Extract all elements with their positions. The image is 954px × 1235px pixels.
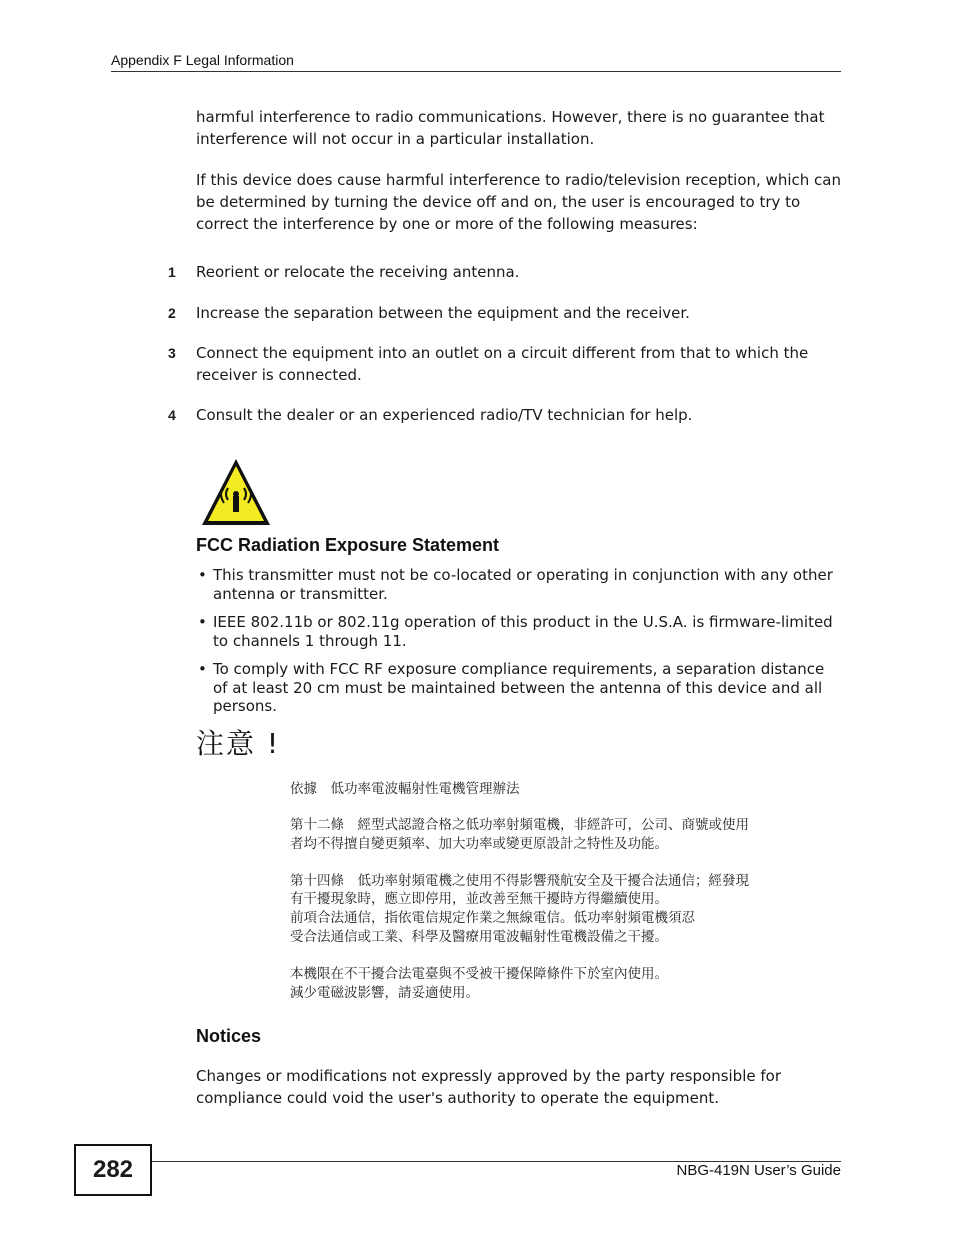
taiwan-line-1: 依據 低功率電波輻射性電機管理辦法 — [290, 781, 520, 797]
taiwan-notice-title: 注意 ! — [196, 727, 281, 760]
bullet-marker: • — [198, 613, 207, 631]
fcc-bullet-1: This transmitter must not be co-located or operating in conjunction with any other antenna or transmitter. — [213, 566, 833, 603]
taiwan-line-8: 本機限在不干擾合法電臺與不受被干擾保障條件下於室內使用。 — [290, 966, 668, 982]
step-text-4: Consult the dealer or an experienced radio/TV technician for help. — [196, 406, 693, 424]
taiwan-line-3: 者均不得擅自變更頻率、加大功率或變更原設計之特性及功能。 — [290, 836, 668, 852]
intro-paragraph-2: If this device does cause harmful interference to radio/television reception, which can be determined by turning the device off and on, the user is encouraged to try to correct the interference by one or more of the following measures: — [196, 171, 841, 233]
step-text-3: Connect the equipment into an outlet on a circuit different from that to which the receiver is connected. — [196, 344, 809, 384]
step-number-2: 2 — [168, 305, 176, 321]
step-number-3: 3 — [168, 345, 176, 361]
running-header: Appendix F Legal Information — [111, 52, 294, 68]
bullet-marker: • — [198, 660, 207, 678]
fcc-bullet-2: IEEE 802.11b or 802.11g operation of this product in the U.S.A. is firmware-limited to channels 1 through 11. — [213, 613, 833, 650]
taiwan-line-6: 前項合法通信，指依電信規定作業之無線電信。低功率射頻電機須忍 — [290, 910, 695, 926]
guide-title: NBG-419N User’s Guide — [676, 1162, 841, 1179]
step-number-4: 4 — [168, 407, 176, 423]
taiwan-line-7: 受合法通信或工業、科學及醫療用電波輻射性電機設備之干擾。 — [290, 929, 668, 945]
step-text-1: Reorient or relocate the receiving antenna. — [196, 263, 520, 281]
bullet-marker: • — [198, 566, 207, 584]
taiwan-line-9: 減少電磁波影響，請妥適使用。 — [290, 985, 479, 1001]
step-text-2: Increase the separation between the equipment and the receiver. — [196, 304, 690, 322]
intro-paragraph-1: harmful interference to radio communications. However, there is no guarantee that interference will not occur in a particular installation. — [196, 108, 825, 148]
fcc-heading: FCC Radiation Exposure Statement — [196, 535, 500, 555]
notices-heading: Notices — [196, 1026, 262, 1046]
fcc-bullet-3: To comply with FCC RF exposure compliance requirements, a separation distance of at least 20 cm must be maintained between the antenna of this device and all persons. — [213, 660, 825, 715]
step-number-1: 1 — [168, 264, 176, 280]
header-divider — [111, 71, 841, 72]
radiation-warning-icon — [199, 456, 273, 528]
page-number: 282 — [74, 1144, 152, 1196]
taiwan-line-5: 有干擾現象時，應立即停用，並改善至無干擾時方得繼續使用。 — [290, 891, 668, 907]
taiwan-line-4: 第十四條 低功率射頻電機之使用不得影響飛航安全及干擾合法通信；經發現 — [290, 873, 749, 889]
taiwan-line-2: 第十二條 經型式認證合格之低功率射頻電機，非經許可，公司、商號或使用 — [290, 817, 749, 833]
notices-text: Changes or modifications not expressly approved by the party responsible for compliance could void the user's authority to operate the equipment. — [196, 1067, 781, 1107]
